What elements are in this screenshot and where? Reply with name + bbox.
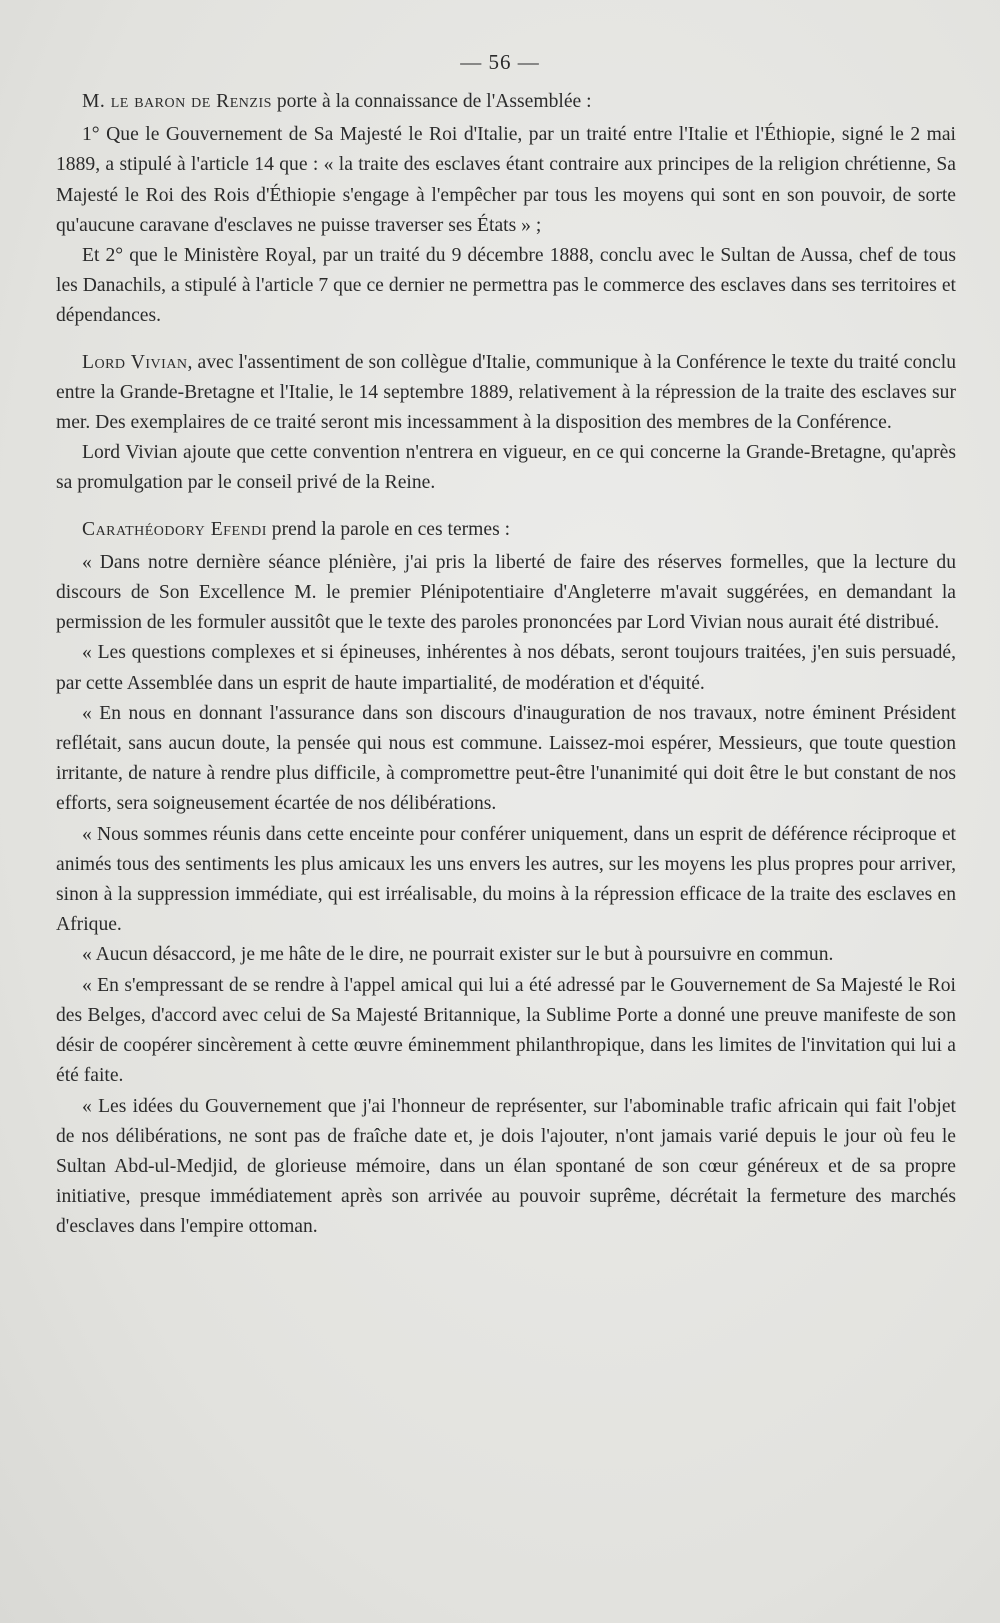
paragraph-vivian-communication: [56, 348, 956, 439]
paragraph-text: porte à la connaissance de l'Assemblée :: [271, 91, 592, 112]
paragraph-speech-7: « Les idées du Gouvernement que j'ai l'honneur de représenter, sur l'abominable trafic africain qui fait l'objet de nos délibérations, ne sont pas de fraîche date et, je dois l'ajouter, n'ont jamais varié depuis le jour où feu le Sultan Abd-ul-Medjid, de glorieuse mémoire, dans un élan spontané de son cœur généreux et de sa propre initiative, presque immédiatement après son arrivée au pouvoir suprême, décrétait la fermeture des marchés d'esclaves dans l'empire ottoman.: [56, 1095, 956, 1238]
document-body: [56, 87, 956, 1243]
speaker-name: Carathéodory Efendi: [82, 518, 267, 540]
paragraph-italy-ethiopia-treaty: 1° Que le Gouvernement de Sa Majesté le Roi d'Italie, par un traité entre l'Italie et l'Éthiopie, signé le 2 mai 1889, a stipulé à l'article 14 que : « la traite des esclaves étant contraire aux principes de la religion chrétienne, Sa Majesté le Roi des Rois d'Éthiopie s'engage à l'empêcher par tous les moyens qui sont en son pouvoir, de sorte qu'aucune caravane d'esclaves ne puisse traverser ses États » ;: [56, 124, 956, 236]
paragraph-text: , avec l'assentiment de son collègue d'Italie, communique à la Conférence le texte du traité conclu entre la Grande-Bretagne et l'Italie, le 14 septembre 1889, relativement à la répression de la traite des esclaves sur mer. Des exemplaires de ce traité seront mis incessamment à la disposition des membres de la Conférence.: [56, 351, 956, 434]
paragraph-speech-5: « Aucun désaccord, je me hâte de le dire, ne pourrait exister sur le but à poursuivre en commun.: [82, 944, 834, 966]
paragraph-text: prend la parole en ces termes :: [266, 518, 511, 540]
paragraph-speech-3: « En nous en donnant l'assurance dans son discours d'inauguration de nos travaux, notre éminent Président reflétait, sans aucun doute, la pensée qui nous est commune. Laissez-moi espérer, Messieurs, que toute question irritante, de nature à rendre plus difficile, à compromettre peut-être l'unanimité qui doit être le but constant de nos efforts, sera soigneusement écartée de nos délibérations.: [56, 702, 956, 815]
speaker-name: Lord Vivian: [82, 351, 188, 373]
paragraph-vivian-addendum: Lord Vivian ajoute que cette convention n'entrera en vigueur, en ce qui concerne la Grande-Bretagne, qu'après sa promulgation par le conseil privé de la Reine.: [56, 442, 956, 494]
paragraph-aussa-treaty: Et 2° que le Ministère Royal, par un traité du 9 décembre 1888, conclu avec le Sultan de Aussa, chef de tous les Danachils, a stipulé à l'article 7 que ce dernier ne permettra pas le commerce des esclaves dans ses territoires et dépendances.: [56, 245, 956, 327]
paragraph-speech-1: « Dans notre dernière séance plénière, j'ai pris la liberté de faire des réserves formelles, que la lecture du discours de Son Excellence M. le premier Plénipotentiaire d'Angleterre m'avait suggérées, en demandant la permission de les formuler aussitôt que le texte des paroles prononcées par Lord Vivian nous aurait été distribué.: [56, 551, 956, 634]
paragraph-renzis-intro: [56, 87, 956, 117]
paragraph-speech-6: « En s'empressant de se rendre à l'appel amical qui lui a été adressé par le Gouvernement de Sa Majesté le Roi des Belges, d'accord avec celui de Sa Majesté Britannique, la Sublime Porte a donné une preuve manifeste de son désir de coopérer sincèrement à cette œuvre éminemment philanthropique, dans les limites de l'invitation qui lui a été faite.: [56, 974, 956, 1087]
paragraph-speech-2: « Les questions complexes et si épineuses, inhérentes à nos débats, seront toujours traitées, j'en suis persuadé, par cette Assemblée dans un esprit de haute impartialité, de modération et d'équité.: [56, 642, 956, 694]
paragraph-caratheodory-intro: [56, 515, 956, 545]
paragraph-speech-4: « Nous sommes réunis dans cette enceinte pour conférer uniquement, dans un esprit de déférence réciproque et animés tous des sentiments les plus amicaux les uns envers les autres, sur les moyens les plus propres pour arriver, sinon à la suppression immédiate, qui est irréalisable, du moins à la répression efficace de la traite des esclaves en Afrique.: [56, 823, 956, 936]
page-number: — 56 —: [460, 50, 540, 74]
speaker-name: M. le baron de Renzis: [82, 91, 272, 112]
